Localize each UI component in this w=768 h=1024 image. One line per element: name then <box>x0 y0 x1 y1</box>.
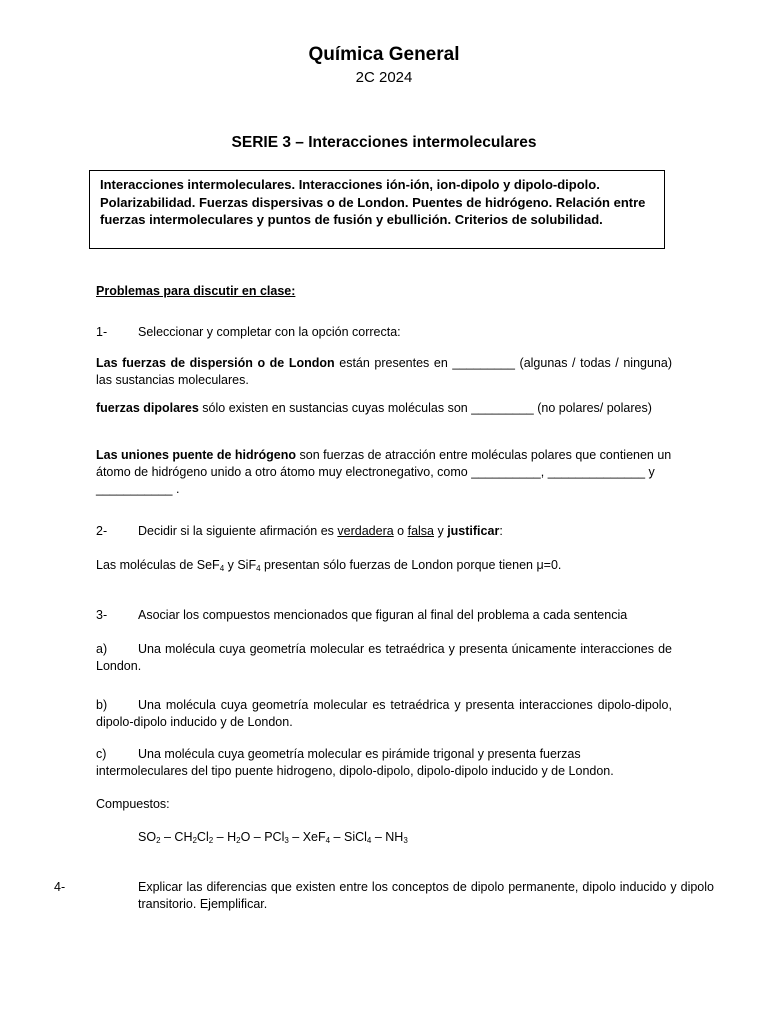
problem-1a-text: están presentes en _________ (algunas / todas / ninguna) las sustancias moleculares. <box>96 356 672 387</box>
formula-part: – H <box>213 830 237 844</box>
problem-1-intro <box>96 324 672 341</box>
problem-1c-text: son fuerzas de atracción entre moléculas polares que contienen un átomo de hidrógeno unido a otro átomo muy electronegativo, como __________, ______________ y ___________ . <box>96 448 672 496</box>
problem-4-text: Explicar las diferencias que existen entre los conceptos de dipolo permanente, dipolo inducido y dipolo transitorio. Ejemplificar. <box>138 880 714 911</box>
problem-3-intro <box>96 607 672 624</box>
problem-1a-bold: Las fuerzas de dispersión o de London <box>96 356 335 370</box>
problem-4 <box>54 879 714 913</box>
problem-3-text: Asociar los compuestos mencionados que figuran al final del problema a cada sentencia <box>138 608 628 622</box>
item-text: Una molécula cuya geometría molecular es pirámide trigonal y presenta fuerzas intermoleculares del tipo puente hidrogeno, dipolo-dipolo, dipolo-dipolo inducido y de London. <box>96 747 614 778</box>
connector-text: o <box>393 524 408 538</box>
problem-2-intro <box>96 523 672 540</box>
problem-1a <box>96 355 672 389</box>
subscript: 2 <box>236 836 241 845</box>
item-label: a) <box>96 642 108 656</box>
subscript: 2 <box>208 836 214 845</box>
formula-part: O – PCl <box>240 830 285 844</box>
item-label: b) <box>96 698 108 712</box>
subscript: 4 <box>325 836 331 845</box>
problem-1-text: Seleccionar y completar con la opción correcta: <box>138 325 401 339</box>
justificar-word: justificar <box>447 524 500 538</box>
section-heading: Problemas para discutir en clase: <box>96 284 296 298</box>
formula-part: – XeF <box>288 830 326 844</box>
colon-text: : <box>499 524 503 538</box>
formula-part: – NH <box>371 830 404 844</box>
connector-text: y <box>434 524 448 538</box>
problem-2-text: Decidir si la siguiente afirmación es <box>138 524 338 538</box>
verdadera-word: verdadera <box>337 524 394 538</box>
problem-number: 2- <box>96 524 108 538</box>
problem-2-statement <box>96 557 672 577</box>
problem-1c-bold: Las uniones puente de hidrógeno <box>96 448 297 462</box>
problem-1b <box>96 400 672 417</box>
subscript: 4 <box>256 564 261 573</box>
problem-number: 4- <box>54 880 66 894</box>
statement-text: Las moléculas de SeF <box>96 558 220 572</box>
formula-part: – CH <box>160 830 193 844</box>
topics-box: Interacciones intermoleculares. Interacciones ión-ión, ion-dipolo y dipolo-dipolo. Polarizabilidad. Fuerzas dispersivas o de London. Puentes de hidrógeno. Relación entre fuerzas intermoleculares y puntos de fusión y ebullición. Criterios de solubilidad. <box>89 170 665 249</box>
subscript: 2 <box>156 836 161 845</box>
subscript: 3 <box>403 836 408 845</box>
formula-part: – SiCl <box>330 830 367 844</box>
problem-3b <box>96 697 672 731</box>
problem-1c <box>96 447 672 498</box>
problem-1b-text: sólo existen en sustancias cuyas moléculas son _________ (no polares/ polares) <box>198 401 652 415</box>
course-term: 2C 2024 <box>355 69 413 86</box>
item-label: c) <box>96 747 107 761</box>
subscript: 4 <box>366 836 372 845</box>
problem-3c <box>96 746 672 780</box>
item-text: Una molécula cuya geometría molecular es tetraédrica y presenta interacciones dipolo-dipolo, dipolo-dipolo inducido y de London. <box>96 698 672 729</box>
problem-1b-bold: fuerzas dipolares <box>96 401 199 415</box>
formula-part: Cl <box>196 830 209 844</box>
serie-title: SERIE 3 – Interacciones intermoleculares <box>231 134 537 151</box>
problem-number: 3- <box>96 608 108 622</box>
problem-number: 1- <box>96 325 108 339</box>
statement-text: presentan sólo fuerzas de London porque tienen μ=0. <box>260 558 562 572</box>
falsa-word: falsa <box>407 524 434 538</box>
statement-text: y SiF <box>224 558 257 572</box>
problem-3a <box>96 641 672 675</box>
formula-part: SO <box>138 830 157 844</box>
subscript: 4 <box>219 564 225 573</box>
compounds-formula <box>138 829 638 849</box>
subscript: 3 <box>284 836 289 845</box>
item-text: Una molécula cuya geometría molecular es tetraédrica y presenta únicamente interacciones de London. <box>96 642 672 673</box>
course-title: Química General <box>308 44 460 65</box>
compuestos-label: Compuestos: <box>96 797 170 811</box>
subscript: 2 <box>192 836 197 845</box>
